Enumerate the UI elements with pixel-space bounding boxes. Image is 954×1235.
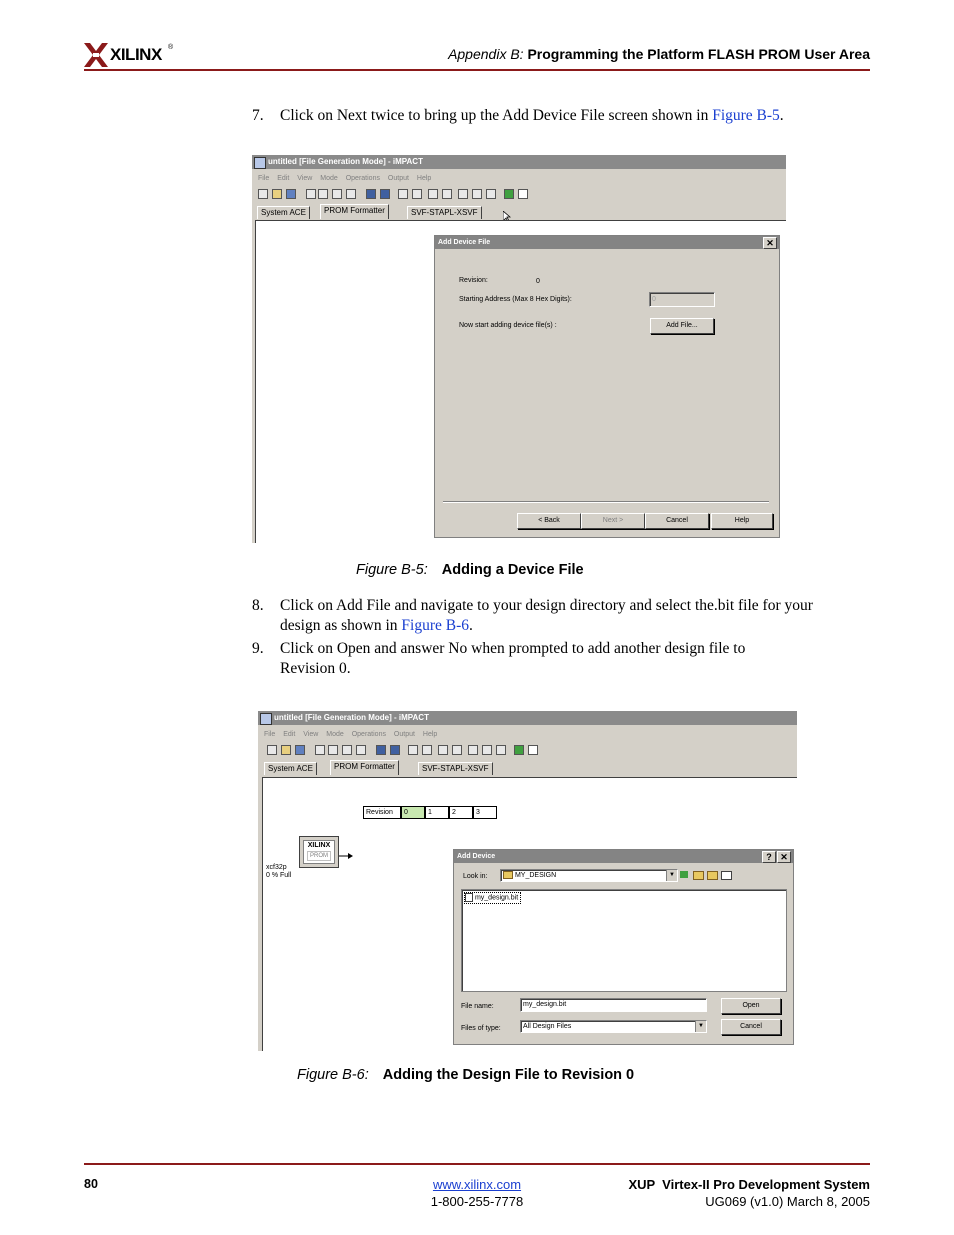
arrow-right-icon [339, 853, 353, 859]
step-text-line-2: design as shown in [280, 617, 402, 634]
footer-right [628, 1176, 870, 1210]
program-icon[interactable] [390, 745, 400, 755]
open-icon[interactable] [272, 189, 282, 199]
menu-edit[interactable]: Edit [277, 175, 290, 182]
zoom-out-icon[interactable] [422, 745, 432, 755]
caption-label: Figure B-6: [297, 1067, 369, 1083]
caption-label: Figure B-5: [356, 562, 428, 578]
menu-help[interactable]: Help [416, 175, 432, 182]
help-button[interactable]: Help [711, 513, 773, 529]
footer-center [400, 1176, 554, 1210]
step-text-line-1: Click on Add File and navigate to your design directory and select the.bit file for your [280, 597, 813, 614]
view-menu-icon[interactable] [721, 871, 732, 880]
caption-title: Adding a Device File [441, 562, 584, 578]
app-icon [260, 713, 272, 725]
file-list [461, 889, 787, 992]
step-number: 7. [252, 107, 264, 124]
back-folder-icon[interactable] [680, 871, 688, 878]
open-button[interactable]: Open [721, 998, 781, 1014]
download-icon[interactable] [504, 189, 514, 199]
file-name-label: File name: [461, 1003, 494, 1010]
page-number: 80 [84, 1177, 98, 1191]
step-8 [252, 596, 813, 634]
tab-system-ace[interactable]: System ACE [264, 762, 317, 775]
add-device-dialog [453, 849, 794, 1045]
files-of-type-value: All Design Files [523, 1023, 572, 1030]
step-9 [252, 639, 746, 677]
new-folder-icon[interactable] [707, 871, 718, 880]
footer-phone: 1-800-255-7778 [430, 1194, 524, 1209]
chain-icon[interactable] [376, 745, 386, 755]
menu-operations[interactable]: Operations [351, 731, 386, 738]
next-button[interactable]: Next > [581, 513, 645, 529]
tab-prom-formatter[interactable]: PROM Formatter [330, 760, 399, 775]
menubar [258, 729, 797, 741]
context-help-icon[interactable] [518, 189, 528, 199]
zoom-out-icon[interactable] [412, 189, 422, 199]
dialog-title: Add Device File [438, 239, 491, 246]
xilinx-logo [84, 42, 184, 68]
impact-window-fig6 [258, 711, 797, 1051]
dialog-separator [443, 501, 769, 503]
chevron-down-icon[interactable]: ▼ [666, 870, 677, 881]
tool-c-icon[interactable] [486, 189, 496, 199]
figure-b5-caption [356, 562, 584, 578]
revision-bar [363, 806, 499, 819]
dialog-titlebar [435, 236, 779, 249]
fit-icon[interactable] [438, 745, 448, 755]
dialog-title: Add Device [457, 853, 496, 860]
revision-0-cell[interactable]: 0 [401, 806, 425, 819]
revision-label-cell: Revision [363, 806, 401, 819]
revision-3-cell[interactable]: 3 [473, 806, 497, 819]
files-of-type-label: Files of type: [461, 1025, 501, 1032]
figure-b6-link[interactable]: Figure B-6 [401, 617, 470, 634]
logo-text: XILINX [110, 45, 162, 64]
back-button[interactable]: < Back [517, 513, 581, 529]
open-icon[interactable] [281, 745, 291, 755]
step-number: 9. [252, 640, 264, 657]
files-of-type-select[interactable] [520, 1020, 707, 1033]
download-icon[interactable] [514, 745, 524, 755]
prom-chip [303, 840, 335, 864]
close-icon[interactable]: ✕ [777, 851, 791, 863]
footer-url[interactable]: www.xilinx.com [432, 1177, 522, 1192]
file-item[interactable] [464, 892, 521, 904]
revision-2-cell[interactable]: 2 [449, 806, 473, 819]
logo-registered: ® [168, 44, 174, 51]
close-icon[interactable]: ✕ [763, 237, 777, 249]
delete-icon[interactable] [346, 189, 356, 199]
cancel-button[interactable]: Cancel [645, 513, 709, 529]
look-in-select[interactable] [500, 869, 678, 882]
menu-edit[interactable]: Edit [283, 731, 296, 738]
menu-view[interactable]: View [303, 731, 319, 738]
menu-file[interactable]: File [264, 731, 276, 738]
device-name: xcf32p [266, 864, 287, 871]
chain-icon[interactable] [366, 189, 376, 199]
device-fill: 0 % Full [266, 872, 292, 879]
header-rule [84, 69, 870, 71]
doc-title: XUP Virtex-II Pro Development System [628, 1177, 870, 1192]
new-icon[interactable] [258, 189, 268, 199]
add-device-file-dialog [434, 235, 780, 538]
doc-id: UG069 (v1.0) March 8, 2005 [705, 1194, 870, 1209]
footer-rule [84, 1163, 870, 1165]
appendix-title: Programming the Platform FLASH PROM User Area [527, 46, 870, 62]
step-text-end: . [469, 617, 473, 634]
impact-window-fig5 [252, 155, 786, 543]
copy-icon[interactable] [328, 745, 338, 755]
window-title: untitled [File Generation Mode] - iMPACT [274, 713, 429, 722]
tool-a-icon[interactable] [468, 745, 478, 755]
window-title: untitled [File Generation Mode] - iMPACT [268, 157, 423, 166]
program-icon[interactable] [380, 189, 390, 199]
copy-icon[interactable] [318, 189, 328, 199]
step-text-end: . [779, 107, 784, 124]
page-header-title [448, 46, 870, 62]
look-in-label: Look in: [463, 873, 488, 880]
menu-output[interactable]: Output [387, 175, 409, 182]
tab-bar [258, 760, 797, 773]
new-icon[interactable] [267, 745, 277, 755]
tool-a-icon[interactable] [458, 189, 468, 199]
fit-icon[interactable] [428, 189, 438, 199]
cut-icon[interactable] [306, 189, 316, 199]
menubar [252, 173, 786, 185]
chevron-down-icon[interactable]: ▼ [695, 1021, 706, 1032]
toolbar [258, 743, 797, 757]
grid-icon[interactable] [452, 745, 462, 755]
figure-b5-link[interactable]: Figure B-5 [712, 107, 780, 124]
step-number: 8. [252, 597, 264, 614]
xilinx-logo-icon [84, 43, 108, 67]
cut-icon[interactable] [315, 745, 325, 755]
up-folder-icon[interactable] [693, 871, 704, 880]
dialog-titlebar [454, 850, 793, 863]
menu-mode[interactable]: Mode [326, 731, 344, 738]
tool-b-icon[interactable] [472, 189, 482, 199]
prom-logo: XILINX [307, 842, 331, 849]
prom-label: PROM [307, 851, 331, 861]
folder-icon [503, 871, 513, 879]
step-7 [252, 107, 784, 125]
start-address-input[interactable]: 0 [649, 292, 715, 307]
tool-c-icon[interactable] [496, 745, 506, 755]
add-file-button[interactable]: Add File... [650, 318, 714, 334]
zoom-in-icon[interactable] [398, 189, 408, 199]
file-name-input[interactable]: my_design.bit [520, 998, 707, 1012]
context-help-icon[interactable] [528, 745, 538, 755]
step-text: Click on Next twice to bring up the Add Device File screen shown in [280, 107, 713, 124]
save-icon[interactable] [295, 745, 305, 755]
window-titlebar [252, 155, 786, 169]
menu-help[interactable]: Help [422, 731, 438, 738]
prom-device[interactable] [299, 836, 339, 868]
menu-file[interactable]: File [258, 175, 270, 182]
app-icon [254, 157, 266, 169]
tab-bar [252, 204, 786, 217]
tab-svf-stapl-xsvf[interactable]: SVF-STAPL-XSVF [418, 762, 493, 775]
paste-icon[interactable] [342, 745, 352, 755]
caption-title: Adding the Design File to Revision 0 [382, 1067, 635, 1083]
cancel-button[interactable]: Cancel [721, 1019, 781, 1035]
revision-label: Revision: [459, 277, 488, 284]
help-icon[interactable]: ? [762, 851, 776, 863]
look-in-value: MY_DESIGN [514, 872, 557, 879]
delete-icon[interactable] [356, 745, 366, 755]
paste-icon[interactable] [332, 189, 342, 199]
start-address-label: Starting Address (Max 8 Hex Digits): [459, 296, 572, 303]
menu-view[interactable]: View [297, 175, 313, 182]
bit-file-icon [465, 893, 473, 902]
tab-prom-formatter[interactable]: PROM Formatter [320, 204, 389, 219]
appendix-label: Appendix B: [448, 46, 524, 62]
save-icon[interactable] [286, 189, 296, 199]
now-start-label: Now start adding device file(s) : [459, 322, 557, 329]
tab-svf-stapl-xsvf[interactable]: SVF-STAPL-XSVF [407, 206, 482, 219]
menu-mode[interactable]: Mode [320, 175, 338, 182]
window-titlebar [258, 711, 797, 725]
tab-system-ace[interactable]: System ACE [257, 206, 310, 219]
grid-icon[interactable] [442, 189, 452, 199]
revision-1-cell[interactable]: 1 [425, 806, 449, 819]
tool-b-icon[interactable] [482, 745, 492, 755]
workspace [262, 777, 797, 1051]
menu-operations[interactable]: Operations [345, 175, 380, 182]
file-item-name: my_design.bit [474, 894, 519, 902]
revision-value: 0 [536, 278, 540, 285]
menu-output[interactable]: Output [393, 731, 415, 738]
zoom-in-icon[interactable] [408, 745, 418, 755]
step-text-line-1: Click on Open and answer No when prompted to add another design file to [280, 640, 746, 657]
toolbar [252, 187, 786, 201]
step-text-line-2: Revision 0. [280, 660, 351, 677]
figure-b6-caption [297, 1067, 634, 1083]
